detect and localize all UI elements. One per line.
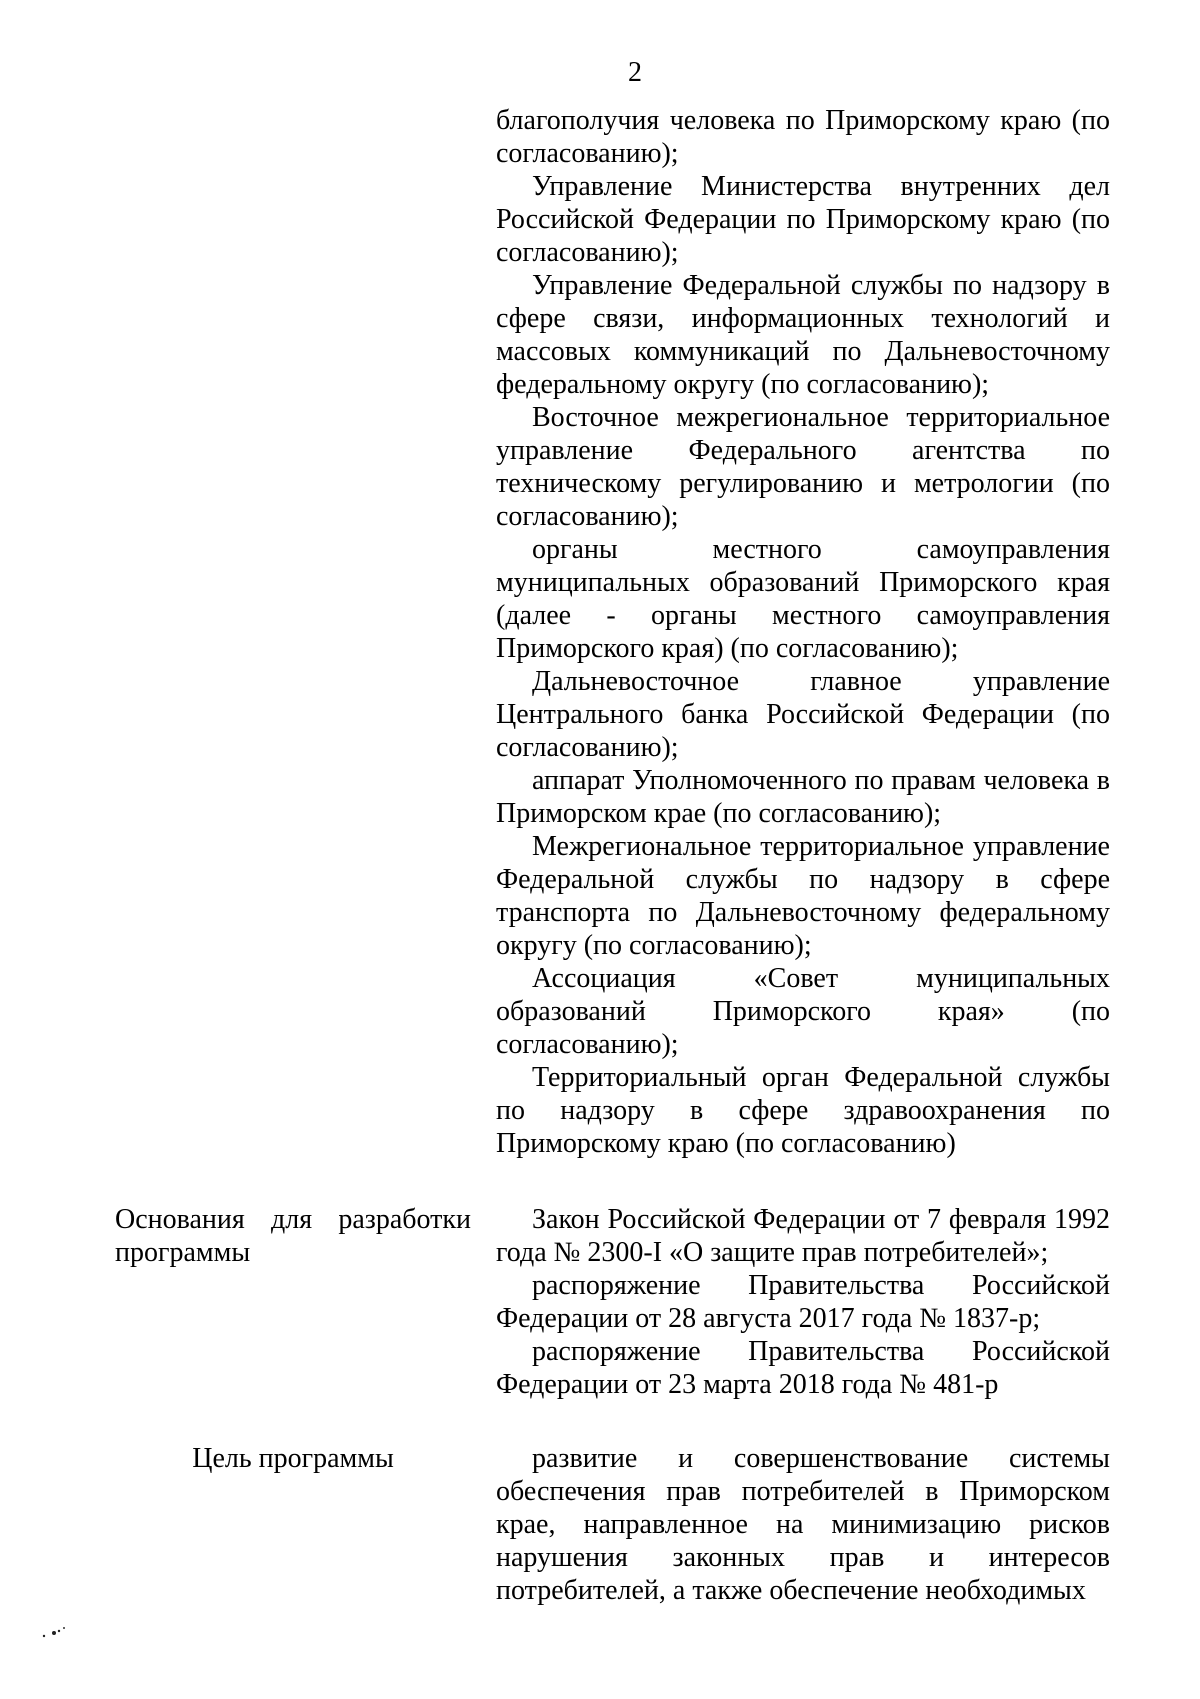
goal-label-cell	[115, 1442, 471, 1475]
goal-label: Цель программы	[192, 1443, 394, 1474]
basis-content	[496, 1203, 1110, 1401]
basis-label-cell	[115, 1203, 471, 1269]
scan-speck	[40, 1625, 76, 1639]
basis-item: распоряжение Правительства Российской Федерации от 23 марта 2018 года № 481-р	[496, 1336, 1110, 1400]
basis-label: Основания для разработки программы	[115, 1204, 471, 1268]
participant-item: органы местного самоуправления муниципальных образований Приморского края (далее - органы местного самоуправления Приморского края) (по согласованию);	[496, 534, 1110, 664]
participant-item: благополучия человека по Приморскому краю (по согласованию);	[496, 105, 1110, 169]
participant-item: Управление Федеральной службы по надзору в сфере связи, информационных технологий и массовых коммуникаций по Дальневосточному федеральному округу (по согласованию);	[496, 270, 1110, 400]
basis-item: распоряжение Правительства Российской Федерации от 28 августа 2017 года № 1837-р;	[496, 1270, 1110, 1334]
participant-item: Управление Министерства внутренних дел Российской Федерации по Приморскому краю (по согласованию);	[496, 171, 1110, 268]
page-number: 2	[628, 57, 642, 88]
participants-list	[496, 104, 1110, 1160]
goal-text: развитие и совершенствование системы обеспечения прав потребителей в Приморском крае, направленное на минимизацию рисков нарушения законных прав и интересов потребителей, а также обеспечение необходимых	[496, 1443, 1110, 1606]
basis-item: Закон Российской Федерации от 7 февраля 1992 года № 2300-I «О защите прав потребителей»;	[496, 1204, 1110, 1268]
participant-item: аппарат Уполномоченного по правам человека в Приморском крае (по согласованию);	[496, 765, 1110, 829]
participant-item: Межрегиональное территориальное управление Федеральной службы по надзору в сфере транспорта по Дальневосточному федеральному округу (по согласованию);	[496, 831, 1110, 961]
goal-content	[496, 1442, 1110, 1607]
participant-item: Дальневосточное главное управление Центрального банка Российской Федерации (по согласованию);	[496, 666, 1110, 763]
participant-item: Территориальный орган Федеральной службы по надзору в сфере здравоохранения по Приморскому краю (по согласованию)	[496, 1062, 1110, 1159]
participant-item: Восточное межрегиональное территориальное управление Федерального агентства по техническому регулированию и метрологии (по согласованию);	[496, 402, 1110, 532]
participant-item: Ассоциация «Совет муниципальных образований Приморского края» (по согласованию);	[496, 963, 1110, 1060]
